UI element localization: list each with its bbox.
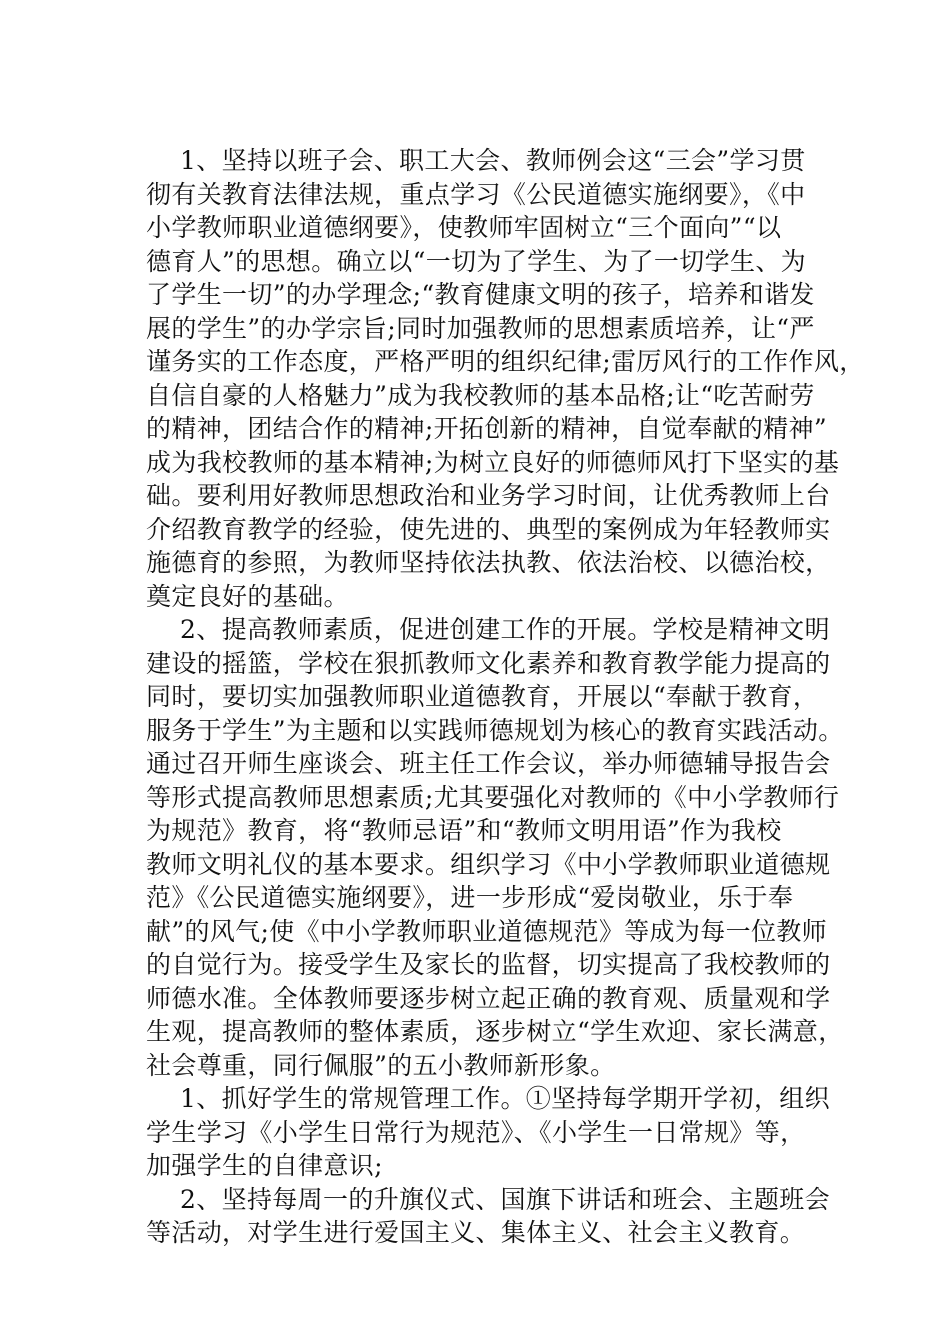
paragraph-line: 献”的风气;使《中小学教师职业道德规范》等成为每一位教师 <box>146 916 828 946</box>
paragraph-line: 施德育的参照，为教师坚持依法执教、依法治校、以德治校， <box>146 548 831 577</box>
paragraph-line: 范》《公民道德实施纲要》，进一步形成“爱岗敬业，乐于奉 <box>146 883 794 912</box>
paragraph-line: 谨务实的工作态度，严格严明的组织纪律;雷厉风行的工作作风， <box>146 347 865 376</box>
paragraph-line: 加强学生的自律意识; <box>146 1151 383 1180</box>
paragraph-line: 介绍教育教学的经验，使先进的、典型的案例成为年轻教师实 <box>146 514 831 544</box>
paragraph-line: 社会尊重，同行佩服”的五小教师新形象。 <box>146 1050 616 1080</box>
paragraph-line: 等活动，对学生进行爱国主义、集体主义、社会主义教育。 <box>146 1218 806 1247</box>
paragraph-line: 等形式提高教师思想素质;尤其要强化对教师的《中小学教师行 <box>146 782 840 812</box>
paragraph-line: 为规范》教育，将“教师忌语”和“教师文明用语”作为我校 <box>146 816 782 845</box>
paragraph-line: 德育人”的思想。确立以“一切为了学生、为了一切学生、为 <box>146 246 807 276</box>
paragraph-line: 彻有关教育法律法规，重点学习《公民道德实施纲要》，《中 <box>146 179 806 209</box>
paragraph-line: 展的学生”的办学宗旨;同时加强教师的思想素质培养，让“严 <box>146 313 815 343</box>
paragraph-first-line: 1、坚持以班子会、职工大会、教师例会这“三会”学习贯 <box>180 146 806 175</box>
paragraph-line: 成为我校教师的基本精神;为树立良好的师德师风打下坚实的基 <box>146 447 840 477</box>
paragraph-line: 础。要利用好教师思想政治和业务学习时间，让优秀教师上台 <box>146 481 831 510</box>
paragraph-line: 学生学习《小学生日常行为规范》、《小学生一日常规》等， <box>146 1117 806 1147</box>
paragraph-line: 的自觉行为。接受学生及家长的监督，切实提高了我校教师的 <box>146 950 831 979</box>
document-body <box>146 144 865 1250</box>
paragraph-line: 小学教师职业道德纲要》，使教师牢固树立“三个面向”“以 <box>146 213 782 242</box>
paragraph-first-line: 2、坚持每周一的升旗仪式、国旗下讲话和班会、主题班会 <box>180 1184 831 1214</box>
paragraph-line: 教师文明礼仪的基本要求。组织学习《中小学教师职业道德规 <box>146 849 831 879</box>
paragraph-line: 了学生一切”的办学理念;“教育健康文明的孩子，培养和谐发 <box>146 280 815 309</box>
paragraph-line: 同时，要切实加强教师职业道德教育，开展以“奉献于教育， <box>146 682 819 711</box>
paragraph-line: 的精神，团结合作的精神;开拓创新的精神，自觉奉献的精神” <box>146 414 828 443</box>
paragraph-first-line: 2、提高教师素质，促进创建工作的开展。学校是精神文明 <box>180 615 831 644</box>
paragraph-line: 自信自豪的人格魅力”成为我校教师的基本品格;让“吃苦耐劳 <box>146 380 815 410</box>
paragraph-line: 建设的摇篮，学校在狠抓教师文化素养和教育教学能力提高的 <box>146 648 831 678</box>
paragraph-line: 服务于学生”为主题和以实践师德规划为核心的教育实践活动。 <box>146 715 844 745</box>
paragraph-line: 生观，提高教师的整体素质，逐步树立“学生欢迎、家长满意， <box>146 1017 844 1046</box>
paragraph-line: 通过召开师生座谈会、班主任工作会议，举办师德辅导报告会 <box>146 749 831 778</box>
paragraph-line: 奠定良好的基础。 <box>146 581 349 611</box>
paragraph-line: 师德水准。全体教师要逐步树立起正确的教育观、质量观和学 <box>146 983 831 1013</box>
paragraph-first-line: 1、抓好学生的常规管理工作。①坚持每学期开学初，组织 <box>180 1084 831 1113</box>
